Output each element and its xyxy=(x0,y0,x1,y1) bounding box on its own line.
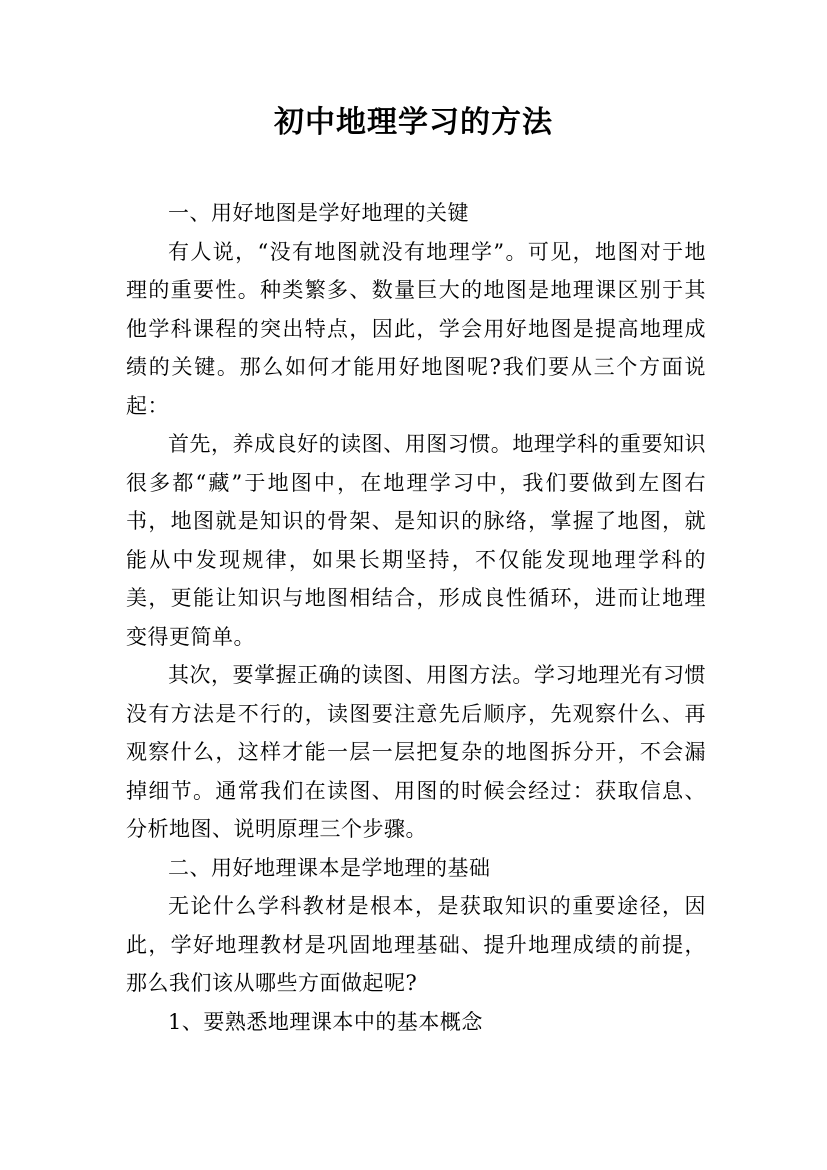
section-heading-1: 一、用好地图是学好地理的关键 xyxy=(168,201,469,225)
subsection-heading-1: 1、要熟悉地理课本中的基本概念 xyxy=(168,1009,483,1034)
document-body xyxy=(126,194,706,1041)
paragraph-intro: 有人说，“没有地图就没有地理学”。可见，地图对于地理的重要性。种类繁多、数量巨大的地图是地理课区别于其他学科课程的突出特点，因此，学会用好地图是提高地理成绩的关键。那么如何才能用好地图呢?我们要从三个方面说起： xyxy=(126,239,706,418)
paragraph-first: 首先，养成良好的读图、用图习惯。地理学科的重要知识很多都“藏”于地图中，在地理学习中，我们要做到左图右书，地图就是知识的骨架、是知识的脉络，掌握了地图，就能从中发现规律，如果长期坚持，不仅能发现地理学科的美，更能让知识与地图相结合，形成良性循环，进而让地理变得更简单。 xyxy=(126,432,706,649)
page-title: 初中地理学习的方法 xyxy=(274,105,553,140)
section-heading-2: 二、用好地理课本是学地理的基础 xyxy=(168,855,491,880)
paragraph-second: 其次，要掌握正确的读图、用图方法。学习地理光有习惯没有方法是不行的，读图要注意先后顺序，先观察什么、再观察什么，这样才能一层一层把复杂的地图拆分开，不会漏掉细节。通常我们在读图、用图的时候会经过：获取信息、分析地图、说明原理三个步骤。 xyxy=(126,663,706,841)
paragraph-textbook: 无论什么学科教材是根本，是获取知识的重要途径，因此，学好地理教材是巩固地理基础、提升地理成绩的前提，那么我们该从哪些方面做起呢? xyxy=(126,894,706,995)
